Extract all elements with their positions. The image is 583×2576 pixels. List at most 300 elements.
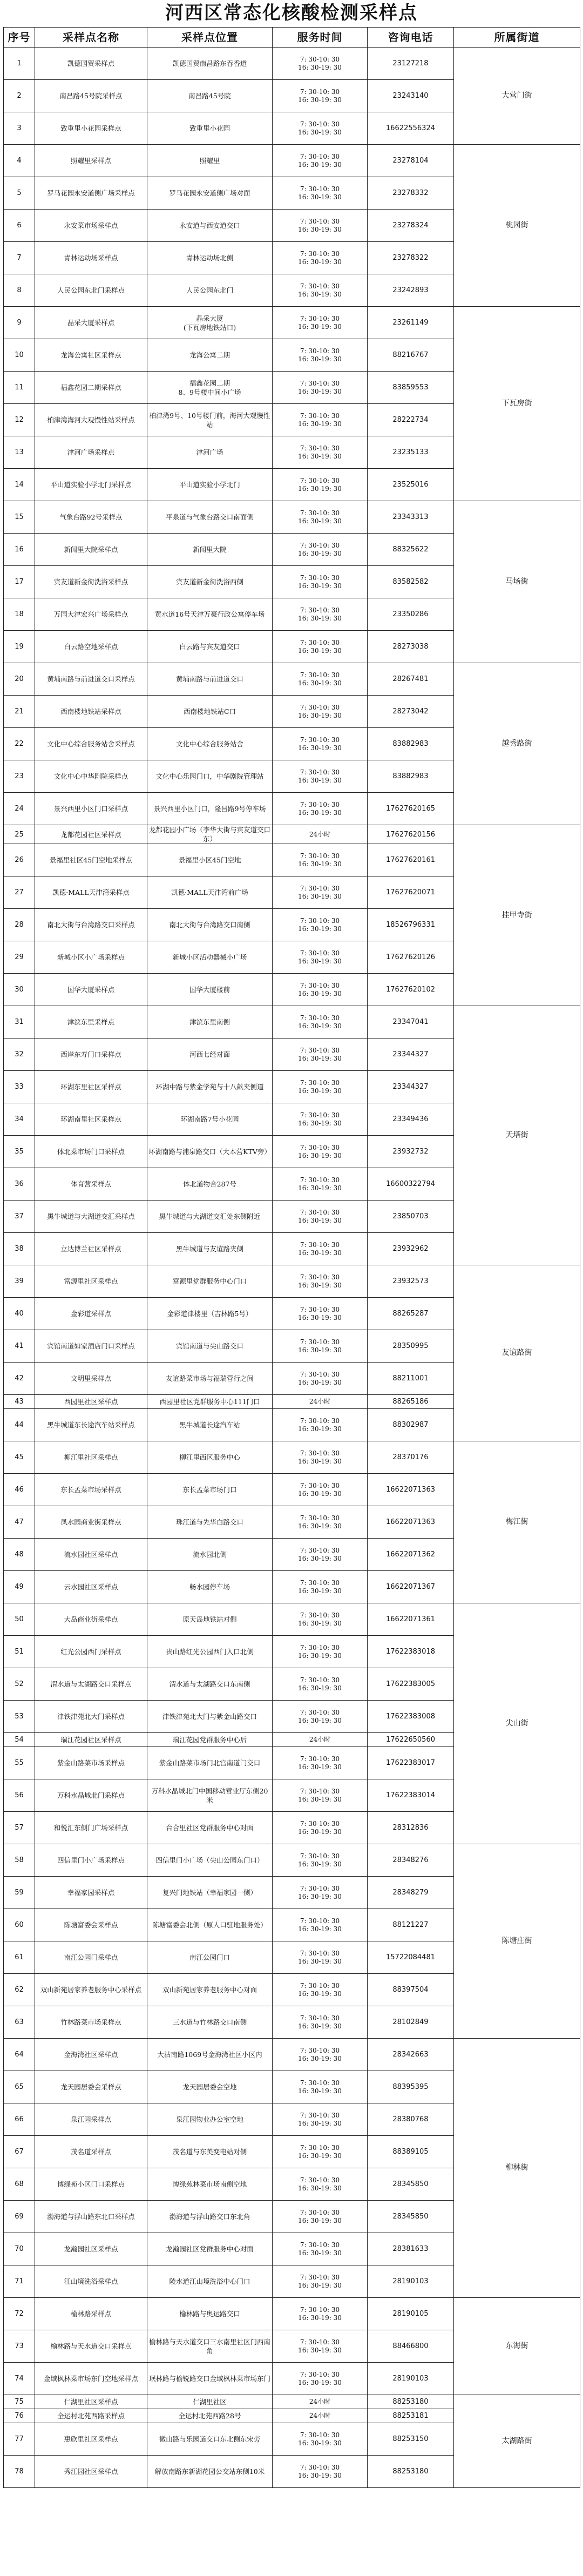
- street-name: 梅江街: [454, 1441, 580, 1603]
- row-number: 76: [4, 2409, 35, 2423]
- table-row: [4, 1265, 580, 1298]
- phone-number: 23932962: [368, 1233, 454, 1265]
- site-name: 白云路空地采样点: [35, 631, 147, 663]
- service-time: 7: 30-10: 30 16: 30-19: 30: [273, 1201, 368, 1233]
- phone-number: 88253150: [368, 2423, 454, 2456]
- phone-number: 17622383018: [368, 1636, 454, 1668]
- site-location: 凯德国贸南昌路东吞香道: [147, 48, 273, 80]
- row-number: 58: [4, 1844, 35, 1877]
- row-number: 19: [4, 631, 35, 663]
- row-number: 70: [4, 2233, 35, 2265]
- row-number: 31: [4, 1006, 35, 1039]
- site-name: 新城小区小广场采样点: [35, 941, 147, 974]
- phone-number: 23347041: [368, 1006, 454, 1039]
- phone-number: 88216767: [368, 339, 454, 372]
- row-number: 1: [4, 48, 35, 80]
- header-location: 采样点位置: [147, 28, 273, 48]
- street-name: 柳林街: [454, 2039, 580, 2298]
- phone-number: 28222734: [368, 404, 454, 436]
- site-name: 黄埔南路与前进道交口采样点: [35, 663, 147, 696]
- row-number: 40: [4, 1298, 35, 1330]
- site-location: 台合里社区党群服务中心对面: [147, 1812, 273, 1844]
- service-time: 7: 30-10: 30 16: 30-19: 30: [273, 1136, 368, 1168]
- row-number: 66: [4, 2103, 35, 2136]
- table-row: [4, 501, 580, 534]
- site-name: 博绿苑小区门口采样点: [35, 2168, 147, 2201]
- service-time: 7: 30-10: 30 16: 30-19: 30: [273, 2103, 368, 2136]
- street-name: 下瓦房街: [454, 307, 580, 501]
- site-name: 富源里社区采样点: [35, 1265, 147, 1298]
- row-number: 9: [4, 307, 35, 339]
- row-number: 37: [4, 1201, 35, 1233]
- service-time: 7: 30-10: 30 16: 30-19: 30: [273, 1909, 368, 1941]
- service-time: 7: 30-10: 30 16: 30-19: 30: [273, 844, 368, 876]
- phone-number: 23278104: [368, 145, 454, 177]
- site-name: 四信里门小广场采样点: [35, 1844, 147, 1877]
- row-number: 10: [4, 339, 35, 372]
- row-number: 18: [4, 598, 35, 631]
- service-time: 7: 30-10: 30 16: 30-19: 30: [273, 177, 368, 210]
- site-name: 凯德·MALL天津湾采样点: [35, 876, 147, 909]
- row-number: 59: [4, 1877, 35, 1909]
- site-name: 红光公园西门采样点: [35, 1636, 147, 1668]
- site-location: 大沽南路1069号金海湾社区小区内: [147, 2039, 273, 2071]
- site-name: 西园里社区采样点: [35, 1395, 147, 1409]
- phone-number: 23932732: [368, 1136, 454, 1168]
- service-time: 7: 30-10: 30 16: 30-19: 30: [273, 242, 368, 274]
- phone-number: 28273042: [368, 696, 454, 728]
- row-number: 63: [4, 2006, 35, 2039]
- phone-number: 18526796331: [368, 909, 454, 941]
- site-location: 宾馆南道与尖山路交口: [147, 1330, 273, 1363]
- site-name: 金域枫林菜市场东门空地采样点: [35, 2363, 147, 2395]
- service-time: 7: 30-10: 30 16: 30-19: 30: [273, 1409, 368, 1441]
- service-time: 7: 30-10: 30 16: 30-19: 30: [273, 663, 368, 696]
- row-number: 52: [4, 1668, 35, 1701]
- phone-number: 83582582: [368, 566, 454, 598]
- site-location: 黑牛城道与大湖道交汇处东侧附近: [147, 1201, 273, 1233]
- site-name: 宾友道新金街洗浴采样点: [35, 566, 147, 598]
- service-time: 7: 30-10: 30 16: 30-19: 30: [273, 210, 368, 242]
- service-time: 7: 30-10: 30 16: 30-19: 30: [273, 1039, 368, 1071]
- site-location: 国华大厦楼前: [147, 974, 273, 1006]
- service-time: 7: 30-10: 30 16: 30-19: 30: [273, 941, 368, 974]
- row-number: 43: [4, 1395, 35, 1409]
- row-number: 46: [4, 1474, 35, 1506]
- site-name: 双山新苑居家养老服务中心采样点: [35, 1974, 147, 2006]
- street-name: 大营门街: [454, 48, 580, 145]
- site-location: 新闻里大院: [147, 534, 273, 566]
- site-name: 西南楼地铁站采样点: [35, 696, 147, 728]
- site-location: 河西七经对面: [147, 1039, 273, 1071]
- phone-number: 83859553: [368, 372, 454, 404]
- row-number: 51: [4, 1636, 35, 1668]
- service-time: 7: 30-10: 30 16: 30-19: 30: [273, 339, 368, 372]
- site-location: 解放南路东新湖花园公交站东侧10米: [147, 2456, 273, 2488]
- site-name: 万科水晶城北门采样点: [35, 1779, 147, 1812]
- site-location: 龙都花园小广场（李华大街与宾友道交口东）: [147, 825, 273, 844]
- site-location: 三水道与竹林路交口南侧: [147, 2006, 273, 2039]
- phone-number: 88397504: [368, 1974, 454, 2006]
- phone-number: 16622071367: [368, 1571, 454, 1603]
- row-number: 21: [4, 696, 35, 728]
- service-time: 7: 30-10: 30 16: 30-19: 30: [273, 2298, 368, 2330]
- site-name: 文化中心中华剧院采样点: [35, 760, 147, 793]
- table-body: [4, 48, 580, 2488]
- phone-number: 88211001: [368, 1363, 454, 1395]
- table-row: [4, 1603, 580, 1636]
- service-time: 7: 30-10: 30 16: 30-19: 30: [273, 760, 368, 793]
- street-name: 挂甲寺街: [454, 825, 580, 1006]
- row-number: 25: [4, 825, 35, 844]
- site-location: 黑牛城道与友谊路夹侧: [147, 1233, 273, 1265]
- phone-number: 83882983: [368, 760, 454, 793]
- site-name: 龙天园居委会采样点: [35, 2071, 147, 2103]
- row-number: 68: [4, 2168, 35, 2201]
- street-name: 桃园街: [454, 145, 580, 307]
- row-number: 73: [4, 2330, 35, 2363]
- site-location: 黄埔南路与前进道交口: [147, 663, 273, 696]
- site-location: 宾友道新金街洗浴西侧: [147, 566, 273, 598]
- service-time: 7: 30-10: 30 16: 30-19: 30: [273, 1877, 368, 1909]
- site-location: 龙海公寓二期: [147, 339, 273, 372]
- site-location: 西园里社区党群服务中心111门口: [147, 1395, 273, 1409]
- phone-number: 88253181: [368, 2409, 454, 2423]
- table-row: [4, 1006, 580, 1039]
- header-street: 所属街道: [454, 28, 580, 48]
- site-name: 凯德国贸采样点: [35, 48, 147, 80]
- site-location: 景福里小区45门空地: [147, 844, 273, 876]
- service-time: 7: 30-10: 30 16: 30-19: 30: [273, 48, 368, 80]
- street-name: 越秀路街: [454, 663, 580, 825]
- site-name: 渤海道与浮山路东北口采样点: [35, 2201, 147, 2233]
- site-location: 平山道实验小学北门: [147, 469, 273, 501]
- phone-number: 17622383014: [368, 1779, 454, 1812]
- site-location: 龙天园居委会空地: [147, 2071, 273, 2103]
- row-number: 29: [4, 941, 35, 974]
- row-number: 64: [4, 2039, 35, 2071]
- row-number: 36: [4, 1168, 35, 1201]
- site-name: 金彩道采样点: [35, 1298, 147, 1330]
- table-row: [4, 2039, 580, 2071]
- row-number: 20: [4, 663, 35, 696]
- row-number: 23: [4, 760, 35, 793]
- table-row: [4, 1441, 580, 1474]
- service-time: 7: 30-10: 30 16: 30-19: 30: [273, 469, 368, 501]
- header-no: 序号: [4, 28, 35, 48]
- table-row: [4, 1844, 580, 1877]
- site-name: 国华大厦采样点: [35, 974, 147, 1006]
- site-name: 福鑫花园二期采样点: [35, 372, 147, 404]
- site-name: 紫金山路菜市场采样点: [35, 1747, 147, 1779]
- phone-number: 88395395: [368, 2071, 454, 2103]
- row-number: 8: [4, 274, 35, 307]
- phone-number: 23350286: [368, 598, 454, 631]
- service-time: 7: 30-10: 30 16: 30-19: 30: [273, 696, 368, 728]
- site-name: 万国大津宏兴广场采样点: [35, 598, 147, 631]
- site-location: 原天岛地铁站对侧: [147, 1603, 273, 1636]
- row-number: 32: [4, 1039, 35, 1071]
- table-row: [4, 2298, 580, 2330]
- site-name: 榆林路采样点: [35, 2298, 147, 2330]
- site-name: 文化中心综合服务站舍采样点: [35, 728, 147, 760]
- site-name: 柳江里社区采样点: [35, 1441, 147, 1474]
- site-location: 晶采大厦 (下瓦房地铁站口): [147, 307, 273, 339]
- phone-number: 28380768: [368, 2103, 454, 2136]
- service-time: 7: 30-10: 30 16: 30-19: 30: [273, 274, 368, 307]
- sampling-table-wrapper: [3, 27, 580, 2488]
- service-time: 7: 30-10: 30 16: 30-19: 30: [273, 728, 368, 760]
- site-name: 惠欣里社区采样点: [35, 2423, 147, 2456]
- site-name: 南昌路45号院采样点: [35, 80, 147, 112]
- table-row: [4, 145, 580, 177]
- site-location: 友谊路菜市场与福瑞营行之间: [147, 1363, 273, 1395]
- service-time: 7: 30-10: 30 16: 30-19: 30: [273, 1006, 368, 1039]
- service-time: 7: 30-10: 30 16: 30-19: 30: [273, 1233, 368, 1265]
- phone-number: 28190103: [368, 2363, 454, 2395]
- phone-number: 17622383008: [368, 1701, 454, 1733]
- phone-number: 28345850: [368, 2168, 454, 2201]
- site-name: 竹林路菜市场采样点: [35, 2006, 147, 2039]
- service-time: 7: 30-10: 30 16: 30-19: 30: [273, 2423, 368, 2456]
- phone-number: 88466800: [368, 2330, 454, 2363]
- site-location: 黄水道16号天津万豪行政公寓停车场: [147, 598, 273, 631]
- phone-number: 23525016: [368, 469, 454, 501]
- site-location: 凯德·MALL天津湾前广场: [147, 876, 273, 909]
- site-location: 福鑫花园二期 8、9号楼中间小广场: [147, 372, 273, 404]
- site-location: 瑞江花园党群服务中心后: [147, 1733, 273, 1747]
- site-location: 文化中心乐园门口，中华剧院管理站: [147, 760, 273, 793]
- site-name: 气象台路92号采样点: [35, 501, 147, 534]
- site-name: 龙都花园社区采样点: [35, 825, 147, 844]
- site-name: 宾馆南道如家酒店门口采样点: [35, 1330, 147, 1363]
- service-time: 7: 30-10: 30 16: 30-19: 30: [273, 1974, 368, 2006]
- phone-number: 17627620156: [368, 825, 454, 844]
- phone-number: 28273038: [368, 631, 454, 663]
- phone-number: 23261149: [368, 307, 454, 339]
- service-time: 24小时: [273, 1733, 368, 1747]
- site-name: 仁湖里社区采样点: [35, 2395, 147, 2409]
- row-number: 41: [4, 1330, 35, 1363]
- service-time: 24小时: [273, 2409, 368, 2423]
- site-name: 秀江园社区采样点: [35, 2456, 147, 2488]
- service-time: 7: 30-10: 30 16: 30-19: 30: [273, 974, 368, 1006]
- phone-number: 88253180: [368, 2456, 454, 2488]
- phone-number: 23850703: [368, 1201, 454, 1233]
- service-time: 7: 30-10: 30 16: 30-19: 30: [273, 436, 368, 469]
- site-location: 白云路与宾友道交口: [147, 631, 273, 663]
- service-time: 7: 30-10: 30 16: 30-19: 30: [273, 1571, 368, 1603]
- site-location: 黑牛城道长途汽车站: [147, 1409, 273, 1441]
- service-time: 7: 30-10: 30 16: 30-19: 30: [273, 534, 368, 566]
- row-number: 38: [4, 1233, 35, 1265]
- site-name: 津铁津苑北大门采样点: [35, 1701, 147, 1733]
- service-time: 7: 30-10: 30 16: 30-19: 30: [273, 1330, 368, 1363]
- site-name: 幸福家园采样点: [35, 1877, 147, 1909]
- site-location: 渤海道与浮山路交口东北角: [147, 2201, 273, 2233]
- row-number: 35: [4, 1136, 35, 1168]
- service-time: 7: 30-10: 30 16: 30-19: 30: [273, 1668, 368, 1701]
- site-location: 南江公园门口: [147, 1941, 273, 1974]
- row-number: 47: [4, 1506, 35, 1539]
- site-name: 津滨东里采样点: [35, 1006, 147, 1039]
- site-name: 照耀里采样点: [35, 145, 147, 177]
- site-location: 四信里门小广场（尖山公园东门口）: [147, 1844, 273, 1877]
- service-time: 7: 30-10: 30 16: 30-19: 30: [273, 1747, 368, 1779]
- row-number: 77: [4, 2423, 35, 2456]
- site-name: 新闻里大院采样点: [35, 534, 147, 566]
- service-time: 24小时: [273, 2395, 368, 2409]
- phone-number: 28342663: [368, 2039, 454, 2071]
- phone-number: 17622650560: [368, 1733, 454, 1747]
- site-name: 金海湾社区采样点: [35, 2039, 147, 2071]
- row-number: 50: [4, 1603, 35, 1636]
- site-name: 龙海公寓社区采样点: [35, 339, 147, 372]
- site-name: 致重里小花园采样点: [35, 112, 147, 145]
- row-number: 56: [4, 1779, 35, 1812]
- site-location: 体北道物合287号: [147, 1168, 273, 1201]
- row-number: 30: [4, 974, 35, 1006]
- row-number: 55: [4, 1747, 35, 1779]
- service-time: 7: 30-10: 30 16: 30-19: 30: [273, 1474, 368, 1506]
- row-number: 4: [4, 145, 35, 177]
- site-name: 大岛商业街采样点: [35, 1603, 147, 1636]
- phone-number: 28190105: [368, 2298, 454, 2330]
- phone-number: 28267481: [368, 663, 454, 696]
- site-location: 博绿苑林菜市场南侧空地: [147, 2168, 273, 2201]
- site-location: 双山新苑居家养老服务中心对面: [147, 1974, 273, 2006]
- site-name: 茂名道采样点: [35, 2136, 147, 2168]
- site-name: 云水园社区采样点: [35, 1571, 147, 1603]
- phone-number: 28345850: [368, 2201, 454, 2233]
- row-number: 42: [4, 1363, 35, 1395]
- phone-number: 88325622: [368, 534, 454, 566]
- phone-number: 28370176: [368, 1441, 454, 1474]
- service-time: 7: 30-10: 30 16: 30-19: 30: [273, 598, 368, 631]
- service-time: 24小时: [273, 825, 368, 844]
- phone-number: 88265287: [368, 1298, 454, 1330]
- service-time: 7: 30-10: 30 16: 30-19: 30: [273, 145, 368, 177]
- phone-number: 16622071363: [368, 1506, 454, 1539]
- row-number: 75: [4, 2395, 35, 2409]
- row-number: 24: [4, 793, 35, 825]
- phone-number: 23243140: [368, 80, 454, 112]
- street-name: 太湖路街: [454, 2395, 580, 2488]
- phone-number: 88253180: [368, 2395, 454, 2409]
- phone-number: 23235133: [368, 436, 454, 469]
- site-location: 畅水园停车场: [147, 1571, 273, 1603]
- service-time: 7: 30-10: 30 16: 30-19: 30: [273, 404, 368, 436]
- phone-number: 17627620165: [368, 793, 454, 825]
- site-location: 泉江园物业办公室空地: [147, 2103, 273, 2136]
- row-number: 48: [4, 1539, 35, 1571]
- row-number: 27: [4, 876, 35, 909]
- phone-number: 17627620161: [368, 844, 454, 876]
- service-time: 7: 30-10: 30 16: 30-19: 30: [273, 2168, 368, 2201]
- site-location: 津河广场: [147, 436, 273, 469]
- phone-number: 23278322: [368, 242, 454, 274]
- street-name: 陈塘庄街: [454, 1844, 580, 2039]
- site-name: 榆林路与天水道交口采样点: [35, 2330, 147, 2363]
- site-location: 渭水道与太湖路交口东南侧: [147, 1668, 273, 1701]
- site-location: 环湖南路与浦泉路交口（大本营KTV旁）: [147, 1136, 273, 1168]
- site-location: 微山路与乐园道交口东北侧东宋旁: [147, 2423, 273, 2456]
- row-number: 69: [4, 2201, 35, 2233]
- phone-number: 23932573: [368, 1265, 454, 1298]
- site-location: 新城小区活动器械小广场: [147, 941, 273, 974]
- site-name: 津河广场采样点: [35, 436, 147, 469]
- phone-number: 17627620102: [368, 974, 454, 1006]
- site-name: 青林运动场采样点: [35, 242, 147, 274]
- site-name: 景福里社区45门空地采样点: [35, 844, 147, 876]
- service-time: 7: 30-10: 30 16: 30-19: 30: [273, 1603, 368, 1636]
- site-location: 照耀里: [147, 145, 273, 177]
- site-location: 龙瀚园社区党群服务中心对面: [147, 2233, 273, 2265]
- service-time: 7: 30-10: 30 16: 30-19: 30: [273, 1779, 368, 1812]
- site-location: 南昌路45号院: [147, 80, 273, 112]
- phone-number: 23349436: [368, 1103, 454, 1136]
- site-location: 致重里小花园: [147, 112, 273, 145]
- site-location: 柳江里西区服务中心: [147, 1441, 273, 1474]
- phone-number: 88302987: [368, 1409, 454, 1441]
- phone-number: 23344327: [368, 1071, 454, 1103]
- site-name: 晶采大厦采样点: [35, 307, 147, 339]
- service-time: 7: 30-10: 30 16: 30-19: 30: [273, 1539, 368, 1571]
- service-time: 7: 30-10: 30 16: 30-19: 30: [273, 1168, 368, 1201]
- street-name: 东海街: [454, 2298, 580, 2395]
- site-name: 凤水园商业街采样点: [35, 1506, 147, 1539]
- site-location: 津铁津苑北大门与紫金山路交口: [147, 1701, 273, 1733]
- site-location: 西南楼地铁站C口: [147, 696, 273, 728]
- service-time: 7: 30-10: 30 16: 30-19: 30: [273, 1844, 368, 1877]
- phone-number: 28312836: [368, 1812, 454, 1844]
- service-time: 7: 30-10: 30 16: 30-19: 30: [273, 80, 368, 112]
- header-row: [4, 28, 580, 48]
- row-number: 72: [4, 2298, 35, 2330]
- site-name: 东长孟菜市场采样点: [35, 1474, 147, 1506]
- phone-number: 28348276: [368, 1844, 454, 1877]
- site-name: 和悦汇东侧门广场采样点: [35, 1812, 147, 1844]
- row-number: 62: [4, 1974, 35, 2006]
- site-name: 泉江园采样点: [35, 2103, 147, 2136]
- table-row: [4, 307, 580, 339]
- site-location: 平泉道与气象台路交口南面侧: [147, 501, 273, 534]
- row-number: 15: [4, 501, 35, 534]
- site-location: 青林运动场北侧: [147, 242, 273, 274]
- row-number: 11: [4, 372, 35, 404]
- site-location: 金彩道津楼里（吉林路5号）: [147, 1298, 273, 1330]
- service-time: 7: 30-10: 30 16: 30-19: 30: [273, 1506, 368, 1539]
- header-time: 服务时间: [273, 28, 368, 48]
- site-name: 体北菜市场门口采样点: [35, 1136, 147, 1168]
- service-time: 7: 30-10: 30 16: 30-19: 30: [273, 793, 368, 825]
- service-time: 7: 30-10: 30 16: 30-19: 30: [273, 2330, 368, 2363]
- sampling-table: [3, 27, 580, 2488]
- header-phone: 咨询电话: [368, 28, 454, 48]
- service-time: 7: 30-10: 30 16: 30-19: 30: [273, 1363, 368, 1395]
- phone-number: 28102849: [368, 2006, 454, 2039]
- site-location: 贵山路红光公园西门入口北侧: [147, 1636, 273, 1668]
- site-location: 陵水道江山境洗浴中心门口: [147, 2265, 273, 2298]
- site-name: 文明里采样点: [35, 1363, 147, 1395]
- row-number: 6: [4, 210, 35, 242]
- row-number: 60: [4, 1909, 35, 1941]
- row-number: 16: [4, 534, 35, 566]
- site-name: 永安菜市场采样点: [35, 210, 147, 242]
- service-time: 7: 30-10: 30 16: 30-19: 30: [273, 307, 368, 339]
- site-location: 津滨东里南侧: [147, 1006, 273, 1039]
- row-number: 65: [4, 2071, 35, 2103]
